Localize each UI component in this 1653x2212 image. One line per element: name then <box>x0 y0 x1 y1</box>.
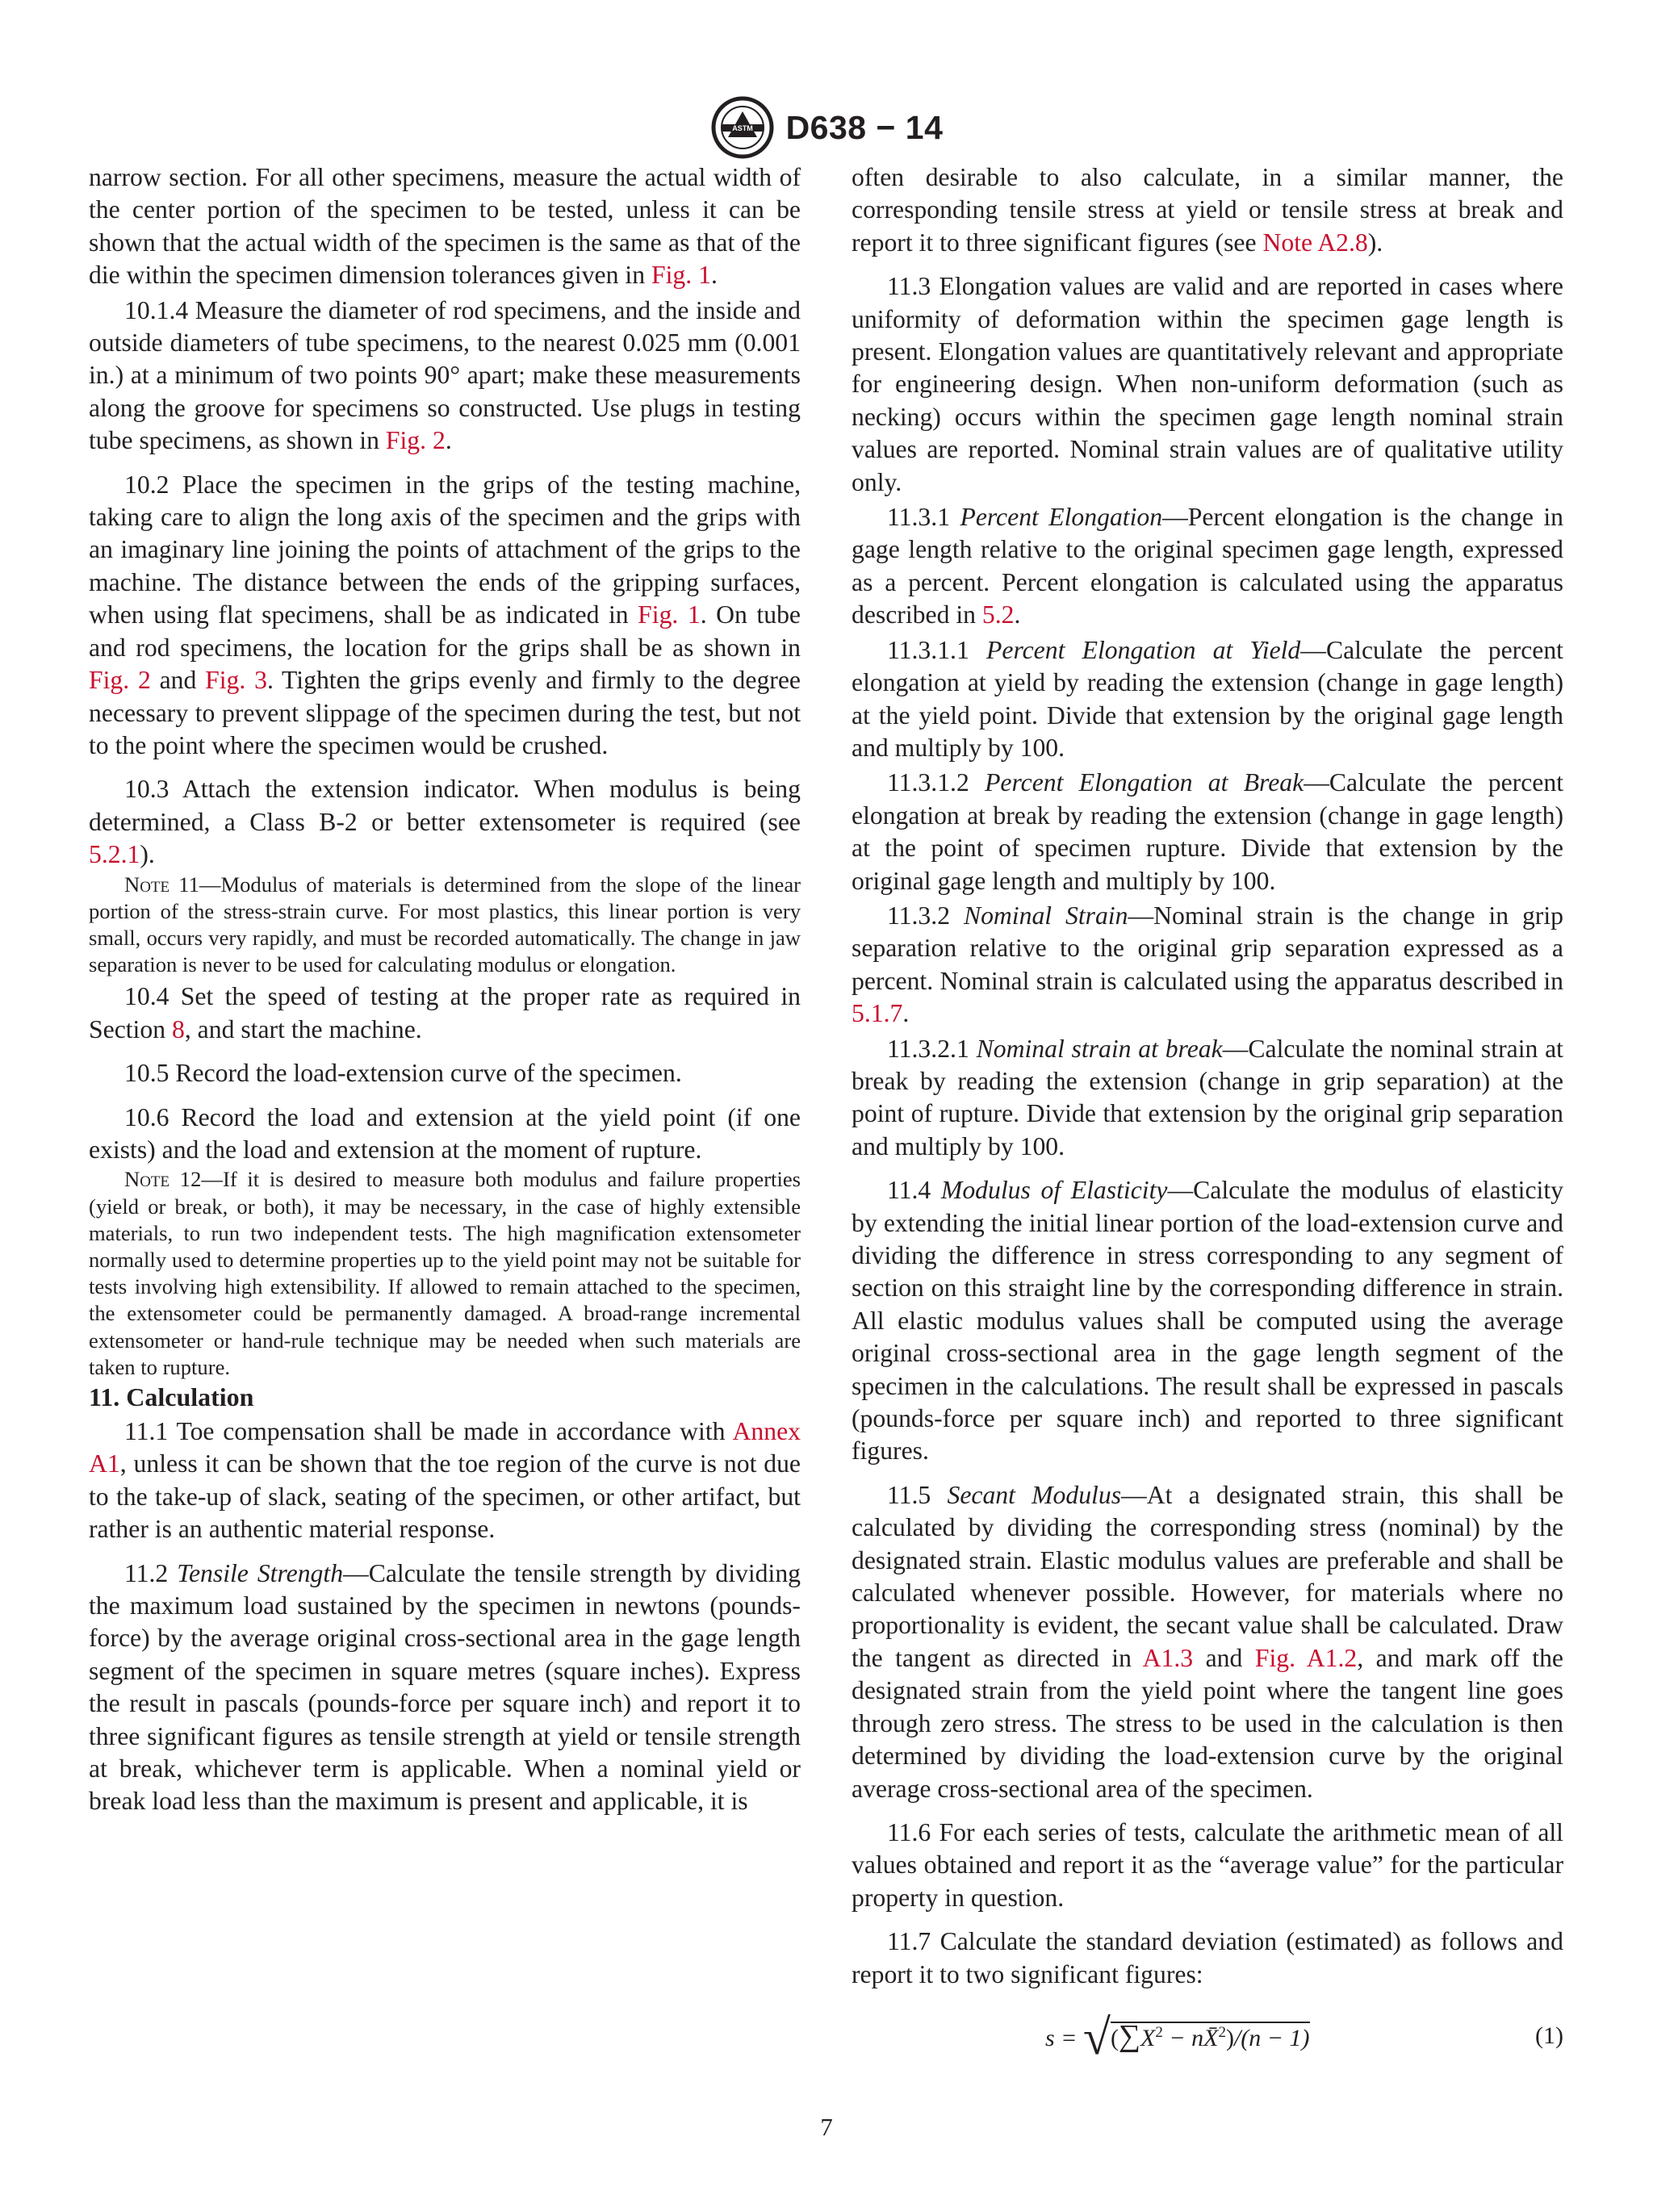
ref-note-a2-8[interactable]: Note A2.8 <box>1262 228 1368 257</box>
ref-fig-2[interactable]: Fig. 2 <box>385 426 446 455</box>
document-id: D638 − 14 <box>785 108 944 146</box>
paragraph-11-2: 11.2 Tensile Strength—Calculate the tensile strength by dividing the maximum load sustained by the specimen in newtons (pounds-force) by the average original cross-sectional area in the gage length segment of the specimen in square metres (square inches). Express the result in pascals (pounds-force per square inch) and report it to three significant figures as tensile strength at yield or tensile strength at break, whichever term is applicable. When a nominal yield or break load less than the maximum is present and applicable, it is <box>89 1558 801 1816</box>
paragraph-11-7: 11.7 Calculate the standard deviation (estimated) as follows and report it to two significant figures: <box>852 1927 1563 1988</box>
paragraph-narrow-section: narrow section. For all other specimens, measure the actual width of the center portion of the specimen to be tested, unless it can be shown that the actual width of the specimen is the same as that of the die within the specimen dimension tolerances given in Fig. 1. <box>89 163 801 290</box>
ref-section-8[interactable]: 8 <box>171 1014 185 1043</box>
ref-fig-3[interactable]: Fig. 3 <box>205 666 267 695</box>
ref-fig-a1-2[interactable]: Fig. A1.2 <box>1254 1643 1358 1672</box>
ref-5-1-7[interactable]: 5.1.7 <box>852 999 903 1028</box>
paragraph-11-5: 11.5 Secant Modulus—At a designated strain, this shall be calculated by dividing the corresponding stress (nominal) by the designated strain. Elastic modulus values are preferable and shall be calculated whenever possible. However, for materials where no proportionality is evident, the secant value shall be calculated. Draw the tangent as directed in A1.3 and Fig. A1.2, and mark off the designated strain from the yield point where the tangent line goes through zero stress. The stress to be used in the calculation is then determined by dividing the load-extension curve by the original average cross-sectional area of the specimen. <box>852 1480 1563 1803</box>
paragraph-11-3-1-2: 11.3.1.2 Percent Elongation at Break—Calculate the percent elongation at break by reading the extension (change in gage length) at the point of specimen rupture. Divide that extension by the original gage length and multiply by 100. <box>852 768 1563 895</box>
ref-fig-2[interactable]: Fig. 2 <box>89 666 151 695</box>
paragraph-10-6: 10.6 Record the load and extension at the yield point (if one exists) and the load and extension at the moment of rupture. <box>89 1102 801 1164</box>
paragraph-10-4: 10.4 Set the speed of testing at the proper rate as required in Section 8, and start the machine. <box>89 982 801 1043</box>
paragraph-11-3-1-1: 11.3.1.1 Percent Elongation at Yield—Calculate the percent elongation at yield by reading the extension (change in gage length) at the yield point. Divide that extension by the original gage length and multiply by 100. <box>852 635 1563 762</box>
ref-fig-1[interactable]: Fig. 1 <box>651 261 711 290</box>
page-header <box>0 95 1653 160</box>
paragraph-11-3-2-1: 11.3.2.1 Nominal strain at break—Calculate the nominal strain at break by reading the extension (change in grip separation) at the point of rupture. Divide that extension by the original grip separation and multiply by 100. <box>852 1034 1563 1160</box>
ref-5-2[interactable]: 5.2 <box>981 600 1015 629</box>
astm-logo-icon <box>710 95 775 160</box>
paragraph-11-3-1: 11.3.1 Percent Elongation—Percent elongation is the change in gage length relative to the original specimen gage length, expressed as a percent. Percent elongation is calculated using the apparatus described in 5.2. <box>852 503 1563 629</box>
paragraph-often-desirable: often desirable to also calculate, in a similar manner, the corresponding tensile stress at yield or tensile stress at break and report it to three significant figures (see Note A2.8). <box>852 163 1563 257</box>
ref-fig-1[interactable]: Fig. 1 <box>638 600 701 629</box>
paragraph-11-3-2: 11.3.2 Nominal Strain—Nominal strain is the change in grip separation relative to the original grip separation expressed as a percent. Nominal strain is calculated using the apparatus described in 5.1.7. <box>852 901 1563 1028</box>
equation-number: (1) <box>1535 2022 1563 2049</box>
note-11: Note 11—Modulus of materials is determined from the slope of the linear portion of the stress-strain curve. For most plastics, this linear portion is very small, occurs very rapidly, and must be recorded automatically. The change in jaw separation is never to be used for calculating modulus or elongation. <box>89 872 801 977</box>
left-column <box>89 161 801 1818</box>
paragraph-11-1: 11.1 Toe compensation shall be made in accordance with Annex A1, unless it can be shown that the toe region of the curve is not due to the take-up of slack, seating of the specimen, or other artifact, but rather is an authentic material response. <box>89 1417 801 1544</box>
equation-formula: $s = √(\sum X^2$ − nX̄$^2$)/(n − 1) <box>1045 2009 1310 2065</box>
page-number: 7 <box>820 2113 833 2141</box>
paragraph-10-1-4: 10.1.4 Measure the diameter of rod specimens, and the inside and outside diameters of tube specimens, to the nearest 0.025 mm (0.001 in.) at a minimum of two points 90° apart; make these measurements along the groove for specimens so constructed. Use plugs in testing tube specimens, as shown in Fig. 2. <box>89 295 801 455</box>
ref-a1-3[interactable]: A1.3 <box>1142 1643 1194 1672</box>
ref-annex-a1[interactable]: Annex A1 <box>89 1417 801 1478</box>
paragraph-11-4: 11.4 Modulus of Elasticity—Calculate the modulus of elasticity by extending the initial linear portion of the load-extension curve and dividing the difference in stress corresponding to any segment of section on this straight line by the corresponding difference in strain. All elastic modulus values shall be computed using the average original cross-sectional area in the gage length segment of the specimen in the calculations. The result shall be expressed in pascals (pounds-force per square inch) and reported to three significant figures. <box>852 1176 1563 1466</box>
paragraph-10-5: 10.5 Record the load-extension curve of the specimen. <box>124 1059 682 1088</box>
astm-logo-text: ASTM <box>731 124 753 132</box>
section-title-calculation: 11. Calculation <box>89 1382 254 1411</box>
paragraph-11-6: 11.6 For each series of tests, calculate the arithmetic mean of all values obtained and report it as the “average value” for the particular property in question. <box>852 1817 1563 1912</box>
note-12: Note 12—If it is desired to measure both modulus and failure properties (yield or break, or both), it may be necessary, in the case of highly extensible materials, to run two independent tests. The high magnification extensometer normally used to determine properties up to the yield point may not be suitable for tests involving high extensibility. If allowed to remain attached to the specimen, the extensometer could be permanently damaged. A broad-range incremental extensometer or hand-rule technique may be needed when such materials are taken to rupture. <box>89 1167 801 1379</box>
ref-5-2-1[interactable]: 5.2.1 <box>89 840 140 869</box>
equation-1 <box>852 2009 1563 2068</box>
paragraph-11-3: 11.3 Elongation values are valid and are reported in cases where uniformity of deformation within the specimen gage length is present. Elongation values are quantitatively relevant and appropriate for engineering design. When non-uniform deformation (such as necking) occurs within the specimen gage length nominal strain values are reported. Nominal strain values are of qualitative utility only. <box>852 272 1563 496</box>
paragraph-10-3: 10.3 Attach the extension indicator. When modulus is being determined, a Class B-2 or better extensometer is required (see 5.2.1). <box>89 775 801 869</box>
right-column <box>852 161 1563 2068</box>
paragraph-10-2: 10.2 Place the specimen in the grips of the testing machine, taking care to align the long axis of the specimen and the grips with an imaginary line joining the points of attachment of the grips to the machine. The distance between the ends of the gripping surfaces, when using flat specimens, shall be as indicated in Fig. 1. On tube and rod specimens, the location for the grips shall be as shown in Fig. 2 and Fig. 3. Tighten the grips evenly and firmly to the degree necessary to prevent slippage of the specimen during the test, but not to the point where the specimen would be crushed. <box>89 470 801 759</box>
